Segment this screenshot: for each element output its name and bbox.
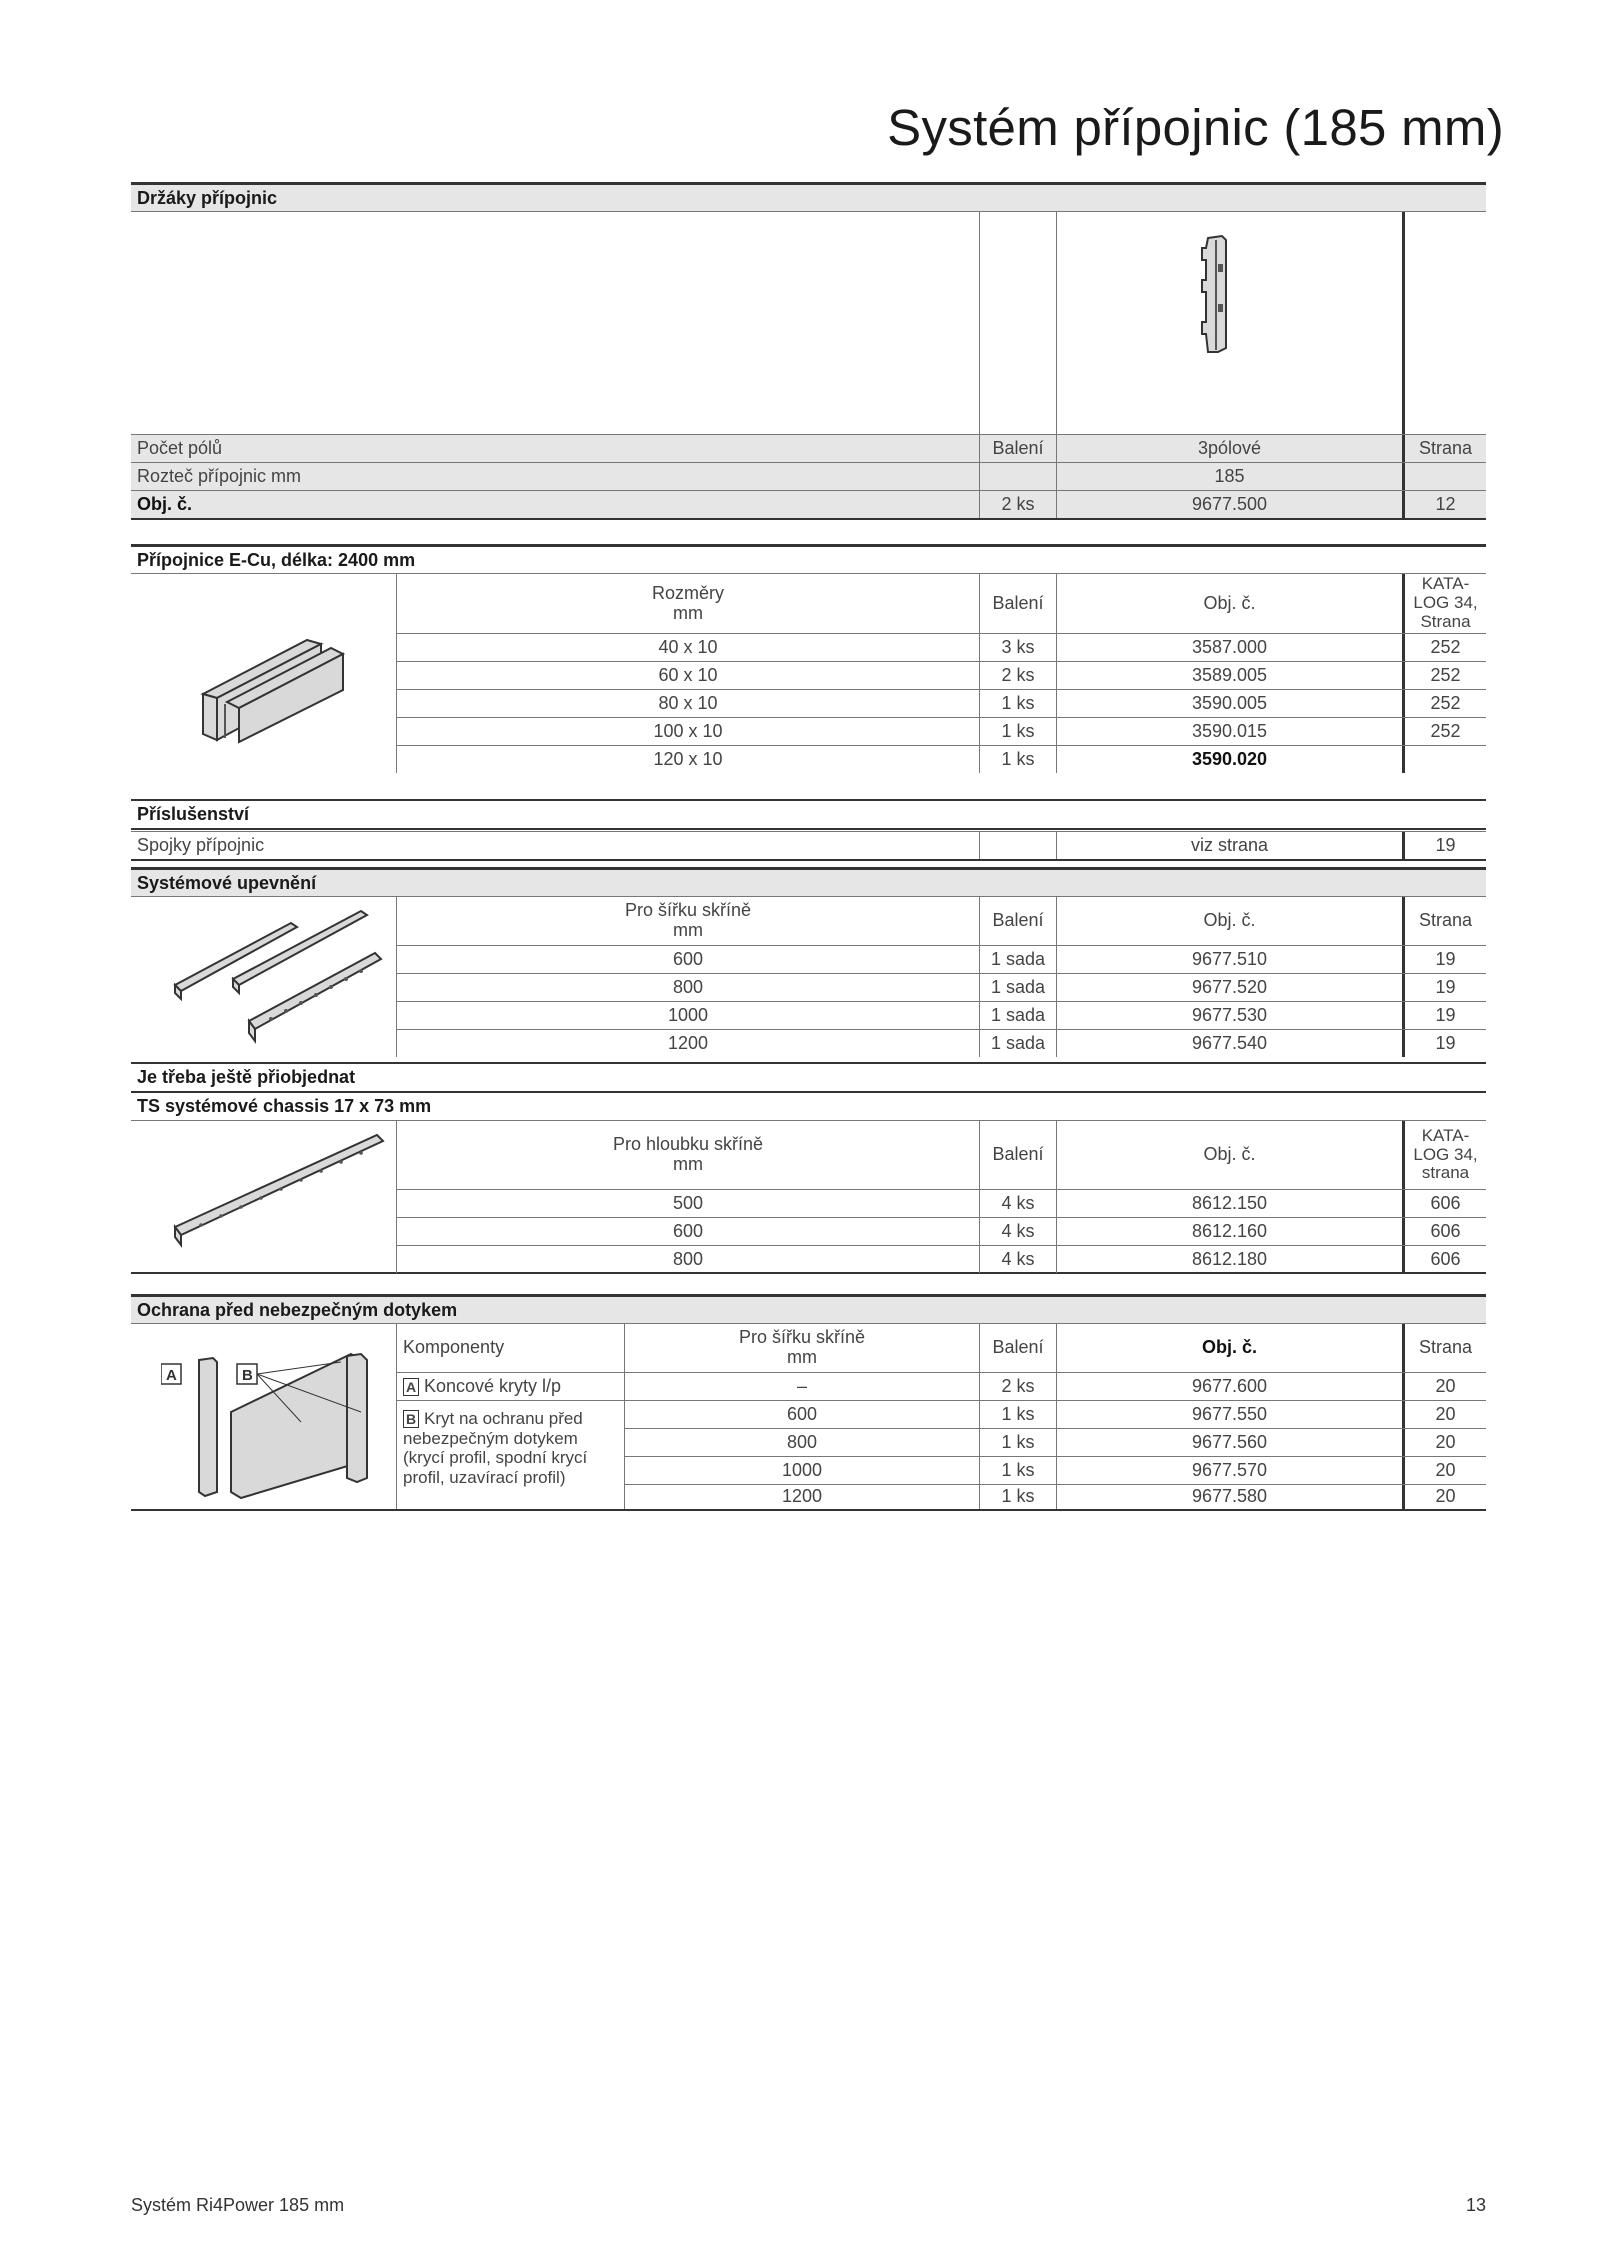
chassis-title: TS systémové chassis 17 x 73 mm bbox=[131, 1093, 1486, 1121]
section-title: Ochrana před nebezpečným dotykem bbox=[131, 1294, 1486, 1324]
table-header: Komponenty Pro šířku skříně mm Balení Obj. č. Strana bbox=[396, 1324, 1486, 1373]
table-row: Počet pólů Balení 3pólové Strana bbox=[131, 435, 1486, 463]
table-header: Rozměry mm Balení Obj. č. KATA- LOG 34, Strana bbox=[396, 574, 1486, 634]
busbar-holder-image bbox=[1196, 234, 1236, 354]
section-title: Systémové upevnění bbox=[131, 867, 1486, 897]
busbar-table bbox=[131, 574, 1486, 801]
table-row: 500 4 ks 8612.150 606 bbox=[396, 1190, 1486, 1218]
page-number: 13 bbox=[1465, 2195, 1486, 2215]
chassis-rail-image bbox=[171, 1131, 391, 1251]
label-b-icon: B bbox=[242, 1367, 253, 1384]
label-a-icon: A bbox=[166, 1367, 177, 1384]
table-row: 60 x 10 2 ks 3589.005 252 bbox=[396, 662, 1486, 690]
label-b-badge: B bbox=[403, 1410, 419, 1428]
section-title: Držáky přípojnic bbox=[131, 182, 1486, 212]
footer-title: Systém Ri4Power 185 mm bbox=[131, 2195, 345, 2215]
table-row: 1200 1 sada 9677.540 19 bbox=[396, 1030, 1486, 1057]
label-a-badge: A bbox=[403, 1378, 419, 1396]
table-row: A Koncové kryty l/p – 2 ks 9677.600 20 bbox=[396, 1373, 1486, 1401]
mounting-table bbox=[131, 897, 1486, 1064]
also-order-note: Je třeba ještě přiobjednat bbox=[131, 1064, 1486, 1093]
touch-protection-table bbox=[131, 1324, 1486, 1511]
table-row: 600 4 ks 8612.160 606 bbox=[396, 1218, 1486, 1246]
table-row: 800 1 sada 9677.520 19 bbox=[396, 974, 1486, 1002]
table-header: Pro šířku skříně mm Balení Obj. č. Strana bbox=[396, 897, 1486, 946]
page-title: Systém přípojnic (185 mm) bbox=[887, 99, 1504, 156]
touch-protection-section bbox=[131, 1294, 1486, 1511]
busbar-holders-section bbox=[131, 182, 1486, 520]
product-image-row bbox=[131, 212, 1486, 435]
table-row: Obj. č. 2 ks 9677.500 12 bbox=[131, 491, 1486, 520]
table-row: 600 1 sada 9677.510 19 bbox=[396, 946, 1486, 974]
table-header: Pro hloubku skříně mm Balení Obj. č. KATA- LOG 34, strana bbox=[396, 1121, 1486, 1190]
table-row: 40 x 10 3 ks 3587.000 252 bbox=[396, 634, 1486, 662]
table-row: 1200 1 ks 9677.580 20 bbox=[624, 1485, 1486, 1509]
mounting-rails-image bbox=[171, 907, 391, 1047]
table-row: 1000 1 sada 9677.530 19 bbox=[396, 1002, 1486, 1030]
component-b-cell: B Kryt na ochranu před nebezpečným dotykem (krycí profil, spodní krycí profil, uzavírací profil) bbox=[396, 1401, 624, 1509]
section-title: Přípojnice E-Cu, délka: 2400 mm bbox=[131, 544, 1486, 574]
busbar-ecu-section bbox=[131, 544, 1486, 861]
table-row: 800 4 ks 8612.180 606 bbox=[396, 1246, 1486, 1273]
table-row: Rozteč přípojnic mm 185 bbox=[131, 463, 1486, 491]
table-row: 600 1 ks 9677.550 20 bbox=[624, 1401, 1486, 1429]
system-mounting-section bbox=[131, 867, 1486, 1274]
table-row: 120 x 10 1 ks 3590.020 bbox=[396, 746, 1486, 773]
table-row: 80 x 10 1 ks 3590.005 252 bbox=[396, 690, 1486, 718]
table-row: Spojky přípojnic viz strana 19 bbox=[131, 831, 1486, 861]
chassis-table bbox=[131, 1121, 1486, 1274]
table-row: 1000 1 ks 9677.570 20 bbox=[624, 1457, 1486, 1485]
accessory-title: Příslušenství bbox=[131, 801, 1486, 830]
table-row: 800 1 ks 9677.560 20 bbox=[624, 1429, 1486, 1457]
touch-protection-image bbox=[161, 1352, 391, 1502]
table-row: 100 x 10 1 ks 3590.015 252 bbox=[396, 718, 1486, 746]
busbar-image bbox=[197, 634, 347, 744]
